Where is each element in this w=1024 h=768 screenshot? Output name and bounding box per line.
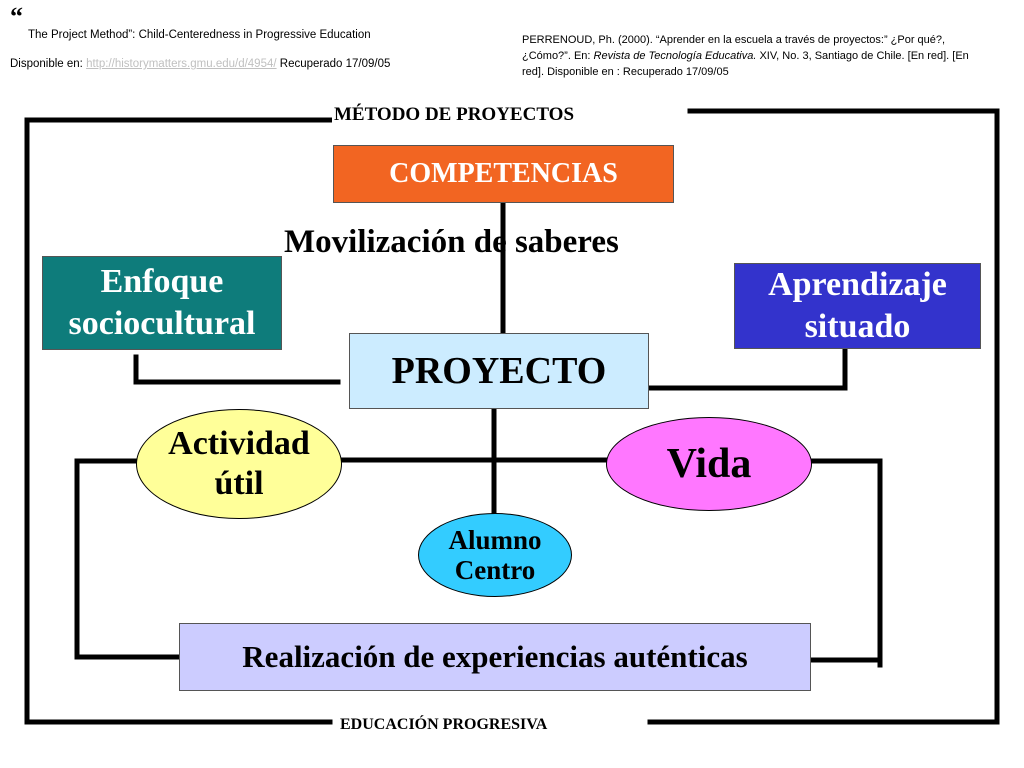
left-reference-title: The Project Method”: Child-Centeredness in Progressive Education (28, 29, 371, 41)
left-availability-prefix: Disponible en: (10, 58, 87, 70)
vida-label: Vida (666, 441, 752, 487)
left-recovered-date: Recuperado 17/09/05 (276, 58, 391, 70)
frame-bottom-label: EDUCACIÓN PROGRESIVA (340, 716, 548, 733)
alumno-ellipse (418, 513, 572, 597)
enfoque-box (42, 256, 282, 350)
frame-top-label: MÉTODO DE PROYECTOS (334, 104, 575, 125)
left-reference-link[interactable]: http://historymatters.gmu.edu/d/4954/ (86, 58, 277, 70)
aprendizaje-box (734, 263, 981, 349)
right-reference-line-3: red]. Disponible en : Recuperado 17/09/05 (522, 66, 729, 78)
aprendizaje-label-line2: situado (804, 308, 911, 345)
quote-mark: “ (10, 2, 23, 31)
right-ref-line2-a: ¿Cómo?”. En: (522, 50, 594, 62)
competencias-label: COMPETENCIAS (389, 158, 618, 189)
alumno-label-line2: Centro (454, 555, 536, 585)
connector-aprendizaje-proyecto (648, 350, 845, 388)
alumno-label-line1: Alumno (448, 525, 542, 555)
right-ref-line2-b: XIV, No. 3, Santiago de Chile. [En red]. [En (756, 50, 969, 62)
proyecto-box (349, 333, 649, 409)
enfoque-label-line1: Enfoque (100, 263, 224, 300)
right-reference-line-1: PERRENOUD, Ph. (2000). “Aprender en la escuela a través de proyectos:” ¿Por qué?, (522, 34, 946, 46)
movilizacion-label: Movilización de saberes (284, 224, 619, 260)
competencias-box (333, 145, 674, 203)
right-ref-journal: Revista de Tecnología Educativa. (593, 50, 757, 62)
realizacion-label: Realización de experiencias auténticas (242, 639, 748, 674)
aprendizaje-label-line1: Aprendizaje (768, 266, 947, 303)
actividad-label-line1: Actividad (168, 425, 310, 462)
proyecto-label: PROYECTO (391, 350, 607, 392)
connector-enfoque-proyecto (136, 357, 338, 382)
actividad-label-line2: útil (214, 465, 264, 502)
actividad-ellipse (136, 409, 342, 519)
realizacion-box (179, 623, 811, 691)
enfoque-label-line2: sociocultural (68, 305, 256, 342)
vida-ellipse (606, 417, 812, 511)
